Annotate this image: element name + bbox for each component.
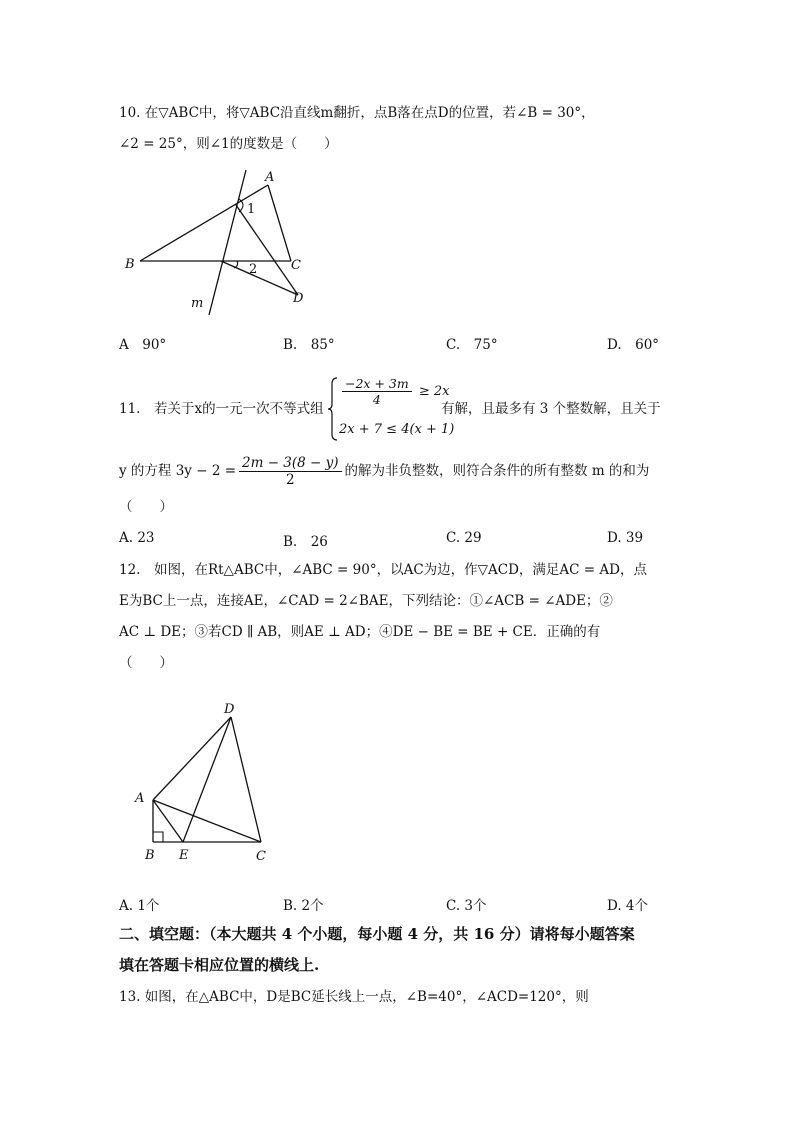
q11-option-a: A. 23 bbox=[119, 530, 155, 546]
q12-right-angle-mark bbox=[153, 832, 163, 842]
section2-heading-line2: 填在答题卡相应位置的横线上. bbox=[119, 956, 320, 974]
q12-option-b: B. 2个 bbox=[283, 898, 324, 914]
q10-label-D: D bbox=[293, 291, 304, 306]
q12-option-d: D. 4个 bbox=[607, 898, 649, 914]
q12-text-line1: 12. 如图，在Rt△ABC中，∠ABC = 90°，以AC为边，作▽ACD，满足AC = AD，点 bbox=[119, 562, 647, 578]
q12-segment-DE bbox=[183, 717, 231, 842]
q12-option-a: A. 1个 bbox=[119, 898, 160, 914]
q12-figure bbox=[125, 695, 285, 870]
q13-text-line1: 13. 如图，在△ABC中，D是BC延长线上一点，∠B=40°，∠ACD=120°，则 bbox=[119, 989, 589, 1005]
q11-ineq1-rhs: ≥ 2x bbox=[418, 384, 450, 399]
section2-heading-line1: 二、填空题：（本大题共 4 个小题，每小题 4 分，共 16 分）请将每小题答案 bbox=[119, 925, 635, 943]
q10-label-C: C bbox=[291, 258, 301, 273]
q10-label-2: 2 bbox=[249, 262, 258, 277]
q12-text-line2: E为BC上一点，连接AE，∠CAD = 2∠BAE，下列结论：①∠ACB = ∠ADE；② bbox=[119, 593, 613, 609]
q12-label-C: C bbox=[256, 849, 266, 864]
q11-ineq2: 2x + 7 ≤ 4(x + 1) bbox=[339, 422, 455, 437]
q11-equation-denominator: 2 bbox=[285, 472, 295, 488]
q11-answer-paren: （ ） bbox=[119, 499, 173, 515]
q10-option-d: D. 60° bbox=[607, 337, 660, 353]
q11-brace bbox=[327, 376, 339, 442]
q11-ineq1-numerator: −2x + 3m bbox=[342, 376, 412, 392]
q10-option-b: B. 85° bbox=[283, 337, 335, 353]
q10-line-m bbox=[209, 170, 246, 315]
q11-inequality-system bbox=[327, 376, 455, 442]
q11-option-d: D. 39 bbox=[607, 530, 644, 546]
q10-text-line1: 10. 在▽ABC中，将▽ABC沿直线m翻折，点B落在点D的位置，若∠B = 30°， bbox=[119, 105, 595, 121]
q12-segment-DC bbox=[231, 717, 261, 842]
q11-ineq1-denominator: 4 bbox=[372, 392, 381, 407]
q11-text-prefix: 11. 若关于x的一元一次不等式组 bbox=[119, 401, 324, 417]
q10-label-1: 1 bbox=[247, 202, 256, 217]
q10-label-m: m bbox=[191, 296, 204, 311]
q12-text-line3: AC ⊥ DE；③若CD ∥ AB，则AE ⊥ AD；④DE − BE = BE + CE．正确的有 bbox=[119, 624, 601, 640]
q10-text-line2: ∠2 = 25°，则∠1的度数是（ ） bbox=[119, 136, 338, 152]
q10-label-B: B bbox=[125, 257, 135, 272]
q12-label-E: E bbox=[179, 848, 189, 863]
q12-answer-paren: （ ） bbox=[119, 655, 173, 671]
q10-figure bbox=[115, 165, 325, 325]
q10-option-c: C. 75° bbox=[446, 337, 498, 353]
q12-segment-AC bbox=[153, 800, 261, 842]
q10-segment-AC bbox=[268, 185, 291, 261]
q11-text-suffix: 有解，且最多有 3 个整数解，且关于 bbox=[441, 401, 661, 417]
q12-segment-AD bbox=[153, 717, 231, 800]
q11-line2 bbox=[119, 454, 649, 488]
q11-equation-prefix: y 的方程 3y − 2 = bbox=[119, 463, 237, 479]
q11-option-c: C. 29 bbox=[446, 530, 482, 546]
q11-equation-numerator: 2m − 3(8 − y) bbox=[239, 455, 342, 472]
q12-label-A: A bbox=[135, 791, 145, 806]
q12-label-D: D bbox=[224, 702, 235, 717]
q10-label-A: A bbox=[265, 170, 275, 185]
q10-option-a: A 90° bbox=[119, 337, 167, 353]
q11-equation-suffix: 的解为非负整数，则符合条件的所有整数 m 的和为 bbox=[344, 463, 650, 479]
q12-label-B: B bbox=[145, 848, 155, 863]
q11-option-b: B. 26 bbox=[283, 534, 328, 550]
q12-option-c: C. 3个 bbox=[446, 898, 487, 914]
